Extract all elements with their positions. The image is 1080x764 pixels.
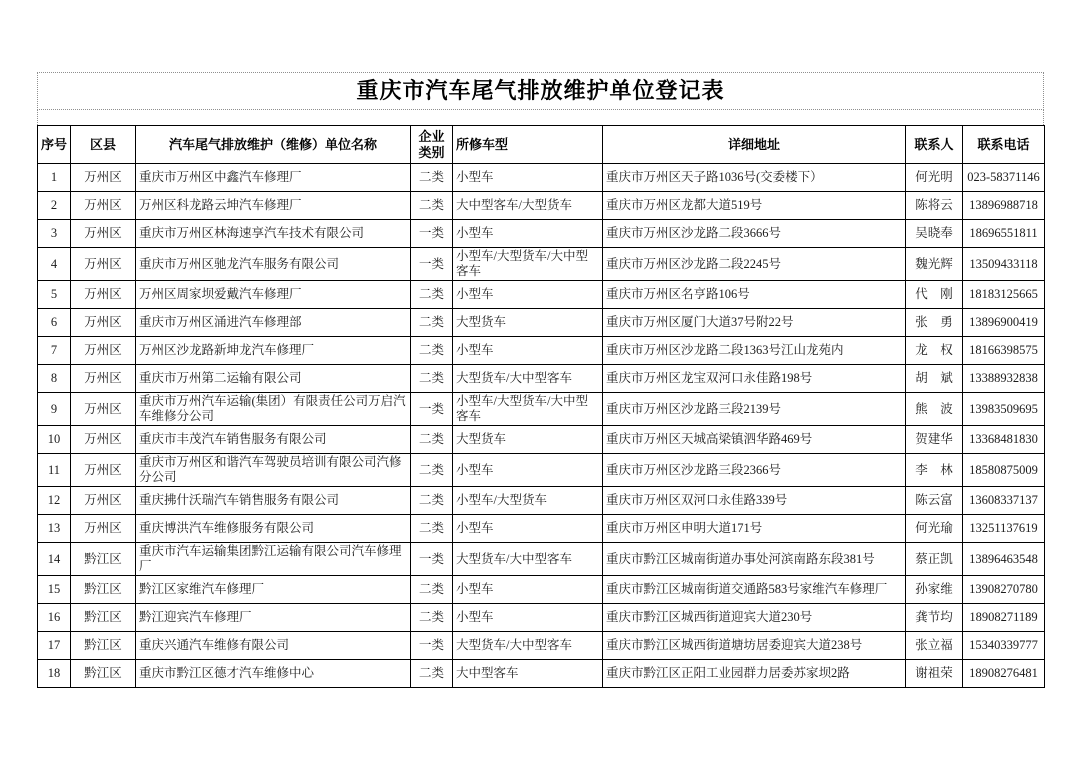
cell-phone: 13251137619 <box>963 515 1045 543</box>
title-cell <box>37 72 1044 110</box>
table-row <box>38 337 1045 365</box>
cell-contact: 李 林 <box>906 454 963 487</box>
cell-contact: 何光瑜 <box>906 515 963 543</box>
table-row <box>38 576 1045 604</box>
cell-category: 一类 <box>411 393 453 426</box>
cell-no: 8 <box>38 365 71 393</box>
cell-district: 万州区 <box>71 192 136 220</box>
cell-no: 13 <box>38 515 71 543</box>
cell-unit-name: 重庆市万州区驰龙汽车服务有限公司 <box>136 248 411 281</box>
cell-unit-name: 黔江区家维汽车修理厂 <box>136 576 411 604</box>
cell-vehicle-types: 大型货车/大中型客车 <box>453 543 603 576</box>
cell-category: 一类 <box>411 543 453 576</box>
cell-district: 万州区 <box>71 337 136 365</box>
header-address: 详细地址 <box>603 126 906 164</box>
cell-district: 万州区 <box>71 309 136 337</box>
cell-phone: 13896988718 <box>963 192 1045 220</box>
cell-address: 重庆市万州区沙龙路二段1363号江山龙苑内 <box>603 337 906 365</box>
cell-district: 万州区 <box>71 393 136 426</box>
cell-no: 12 <box>38 487 71 515</box>
cell-phone: 18580875009 <box>963 454 1045 487</box>
cell-district: 万州区 <box>71 365 136 393</box>
cell-address: 重庆市万州区沙龙路三段2139号 <box>603 393 906 426</box>
table-row <box>38 192 1045 220</box>
table-row <box>38 281 1045 309</box>
cell-unit-name: 万州区科龙路云坤汽车修理厂 <box>136 192 411 220</box>
cell-vehicle-types: 小型车 <box>453 604 603 632</box>
table-row <box>38 515 1045 543</box>
cell-district: 黔江区 <box>71 632 136 660</box>
cell-district: 万州区 <box>71 248 136 281</box>
cell-address: 重庆市万州区沙龙路二段3666号 <box>603 220 906 248</box>
cell-category: 二类 <box>411 604 453 632</box>
cell-phone: 18183125665 <box>963 281 1045 309</box>
cell-vehicle-types: 大中型客车/大型货车 <box>453 192 603 220</box>
cell-address: 重庆市万州区申明大道171号 <box>603 515 906 543</box>
cell-no: 18 <box>38 660 71 688</box>
table-row <box>38 393 1045 426</box>
cell-vehicle-types: 小型车/大型货车/大中型客车 <box>453 393 603 426</box>
cell-phone: 18908276481 <box>963 660 1045 688</box>
cell-vehicle-types: 小型车 <box>453 164 603 192</box>
cell-no: 5 <box>38 281 71 309</box>
cell-contact: 陈云富 <box>906 487 963 515</box>
cell-unit-name: 万州区周家坝爱戴汽车修理厂 <box>136 281 411 309</box>
cell-contact: 代 刚 <box>906 281 963 309</box>
cell-phone: 15340339777 <box>963 632 1045 660</box>
title-gap-gridlines <box>37 110 1044 125</box>
cell-vehicle-types: 大型货车/大中型客车 <box>453 632 603 660</box>
header-district: 区县 <box>71 126 136 164</box>
cell-phone: 13896900419 <box>963 309 1045 337</box>
cell-unit-name: 重庆市万州区和谐汽车驾驶员培训有限公司汽修分公司 <box>136 454 411 487</box>
cell-vehicle-types: 大型货车/大中型客车 <box>453 365 603 393</box>
cell-address: 重庆市黔江区城南街道交通路583号家维汽车修理厂 <box>603 576 906 604</box>
table-body <box>38 164 1045 688</box>
cell-vehicle-types: 小型车 <box>453 576 603 604</box>
cell-vehicle-types: 小型车 <box>453 515 603 543</box>
cell-district: 黔江区 <box>71 543 136 576</box>
cell-vehicle-types: 大型货车 <box>453 309 603 337</box>
cell-phone: 18696551811 <box>963 220 1045 248</box>
table-row <box>38 487 1045 515</box>
cell-contact: 陈将云 <box>906 192 963 220</box>
cell-vehicle-types: 小型车/大型货车/大中型客车 <box>453 248 603 281</box>
cell-category: 二类 <box>411 337 453 365</box>
cell-unit-name: 重庆市丰茂汽车销售服务有限公司 <box>136 426 411 454</box>
cell-contact: 何光明 <box>906 164 963 192</box>
cell-district: 万州区 <box>71 220 136 248</box>
header-phone: 联系电话 <box>963 126 1045 164</box>
cell-address: 重庆市万州区天子路1036号(交委楼下） <box>603 164 906 192</box>
table-row <box>38 426 1045 454</box>
cell-category: 二类 <box>411 426 453 454</box>
table-row <box>38 164 1045 192</box>
cell-address: 重庆市万州区天城高梁镇泗华路469号 <box>603 426 906 454</box>
cell-unit-name: 重庆市万州区林海速享汽车技术有限公司 <box>136 220 411 248</box>
cell-no: 1 <box>38 164 71 192</box>
cell-district: 黔江区 <box>71 576 136 604</box>
registration-table <box>37 125 1045 688</box>
cell-unit-name: 重庆市黔江区德才汽车维修中心 <box>136 660 411 688</box>
cell-address: 重庆市万州区厦门大道37号附22号 <box>603 309 906 337</box>
cell-phone: 13608337137 <box>963 487 1045 515</box>
cell-no: 6 <box>38 309 71 337</box>
cell-address: 重庆市万州区沙龙路三段2366号 <box>603 454 906 487</box>
header-category: 企业类别 <box>411 126 453 164</box>
cell-contact: 龙 权 <box>906 337 963 365</box>
cell-contact: 魏光辉 <box>906 248 963 281</box>
cell-no: 2 <box>38 192 71 220</box>
cell-district: 万州区 <box>71 164 136 192</box>
cell-address: 重庆市万州区名亨路106号 <box>603 281 906 309</box>
cell-contact: 谢祖荣 <box>906 660 963 688</box>
cell-phone: 13896463548 <box>963 543 1045 576</box>
cell-district: 万州区 <box>71 281 136 309</box>
cell-unit-name: 重庆市万州第二运输有限公司 <box>136 365 411 393</box>
cell-phone: 13368481830 <box>963 426 1045 454</box>
cell-vehicle-types: 小型车 <box>453 281 603 309</box>
cell-category: 一类 <box>411 632 453 660</box>
table-row <box>38 220 1045 248</box>
cell-contact: 吴晓奉 <box>906 220 963 248</box>
cell-contact: 张立福 <box>906 632 963 660</box>
cell-address: 重庆市黔江区城南街道办事处河滨南路东段381号 <box>603 543 906 576</box>
cell-unit-name: 万州区沙龙路新坤龙汽车修理厂 <box>136 337 411 365</box>
table-row <box>38 365 1045 393</box>
cell-unit-name: 重庆拂什沃瑞汽车销售服务有限公司 <box>136 487 411 515</box>
cell-phone: 023-58371146 <box>963 164 1045 192</box>
cell-address: 重庆市万州区龙宝双河口永佳路198号 <box>603 365 906 393</box>
cell-district: 黔江区 <box>71 660 136 688</box>
cell-category: 二类 <box>411 515 453 543</box>
cell-no: 11 <box>38 454 71 487</box>
table-row <box>38 660 1045 688</box>
cell-contact: 贺建华 <box>906 426 963 454</box>
cell-no: 17 <box>38 632 71 660</box>
cell-unit-name: 黔江迎宾汽车修理厂 <box>136 604 411 632</box>
cell-address: 重庆市黔江区城西街道塘坊居委迎宾大道238号 <box>603 632 906 660</box>
cell-category: 一类 <box>411 248 453 281</box>
cell-phone: 13983509695 <box>963 393 1045 426</box>
cell-no: 9 <box>38 393 71 426</box>
cell-contact: 张 勇 <box>906 309 963 337</box>
cell-contact: 蔡正凯 <box>906 543 963 576</box>
cell-contact: 胡 斌 <box>906 365 963 393</box>
cell-address: 重庆市万州区沙龙路二段2245号 <box>603 248 906 281</box>
cell-no: 4 <box>38 248 71 281</box>
cell-district: 万州区 <box>71 426 136 454</box>
cell-phone: 13908270780 <box>963 576 1045 604</box>
cell-unit-name: 重庆兴通汽车维修有限公司 <box>136 632 411 660</box>
cell-unit-name: 重庆市汽车运输集团黔江运输有限公司汽车修理厂 <box>136 543 411 576</box>
cell-district: 万州区 <box>71 515 136 543</box>
cell-address: 重庆市黔江区城西街道迎宾大道230号 <box>603 604 906 632</box>
cell-vehicle-types: 大型货车 <box>453 426 603 454</box>
cell-district: 万州区 <box>71 487 136 515</box>
cell-category: 二类 <box>411 576 453 604</box>
cell-district: 黔江区 <box>71 604 136 632</box>
cell-category: 二类 <box>411 660 453 688</box>
cell-category: 二类 <box>411 164 453 192</box>
cell-category: 一类 <box>411 220 453 248</box>
cell-no: 3 <box>38 220 71 248</box>
cell-district: 万州区 <box>71 454 136 487</box>
cell-phone: 18908271189 <box>963 604 1045 632</box>
cell-category: 二类 <box>411 454 453 487</box>
cell-no: 10 <box>38 426 71 454</box>
page-title: 重庆市汽车尾气排放维护单位登记表 <box>356 78 725 103</box>
cell-address: 重庆市万州区双河口永佳路339号 <box>603 487 906 515</box>
cell-no: 7 <box>38 337 71 365</box>
cell-contact: 孙家维 <box>906 576 963 604</box>
cell-contact: 熊 波 <box>906 393 963 426</box>
header-contact: 联系人 <box>906 126 963 164</box>
table-row <box>38 632 1045 660</box>
cell-vehicle-types: 小型车 <box>453 220 603 248</box>
cell-vehicle-types: 小型车 <box>453 337 603 365</box>
table-row <box>38 248 1045 281</box>
cell-unit-name: 重庆市万州区中鑫汽车修理厂 <box>136 164 411 192</box>
cell-no: 14 <box>38 543 71 576</box>
header-vehicle-types: 所修车型 <box>453 126 603 164</box>
cell-category: 二类 <box>411 309 453 337</box>
cell-address: 重庆市黔江区正阳工业园群力居委苏家坝2路 <box>603 660 906 688</box>
cell-unit-name: 重庆博洪汽车维修服务有限公司 <box>136 515 411 543</box>
cell-contact: 龚节均 <box>906 604 963 632</box>
header-row <box>38 126 1045 164</box>
header-unit-name: 汽车尾气排放维护（维修）单位名称 <box>136 126 411 164</box>
table-row <box>38 543 1045 576</box>
table-row <box>38 604 1045 632</box>
cell-phone: 18166398575 <box>963 337 1045 365</box>
cell-category: 二类 <box>411 487 453 515</box>
cell-category: 二类 <box>411 281 453 309</box>
header-no: 序号 <box>38 126 71 164</box>
cell-no: 16 <box>38 604 71 632</box>
cell-phone: 13388932838 <box>963 365 1045 393</box>
table-row <box>38 454 1045 487</box>
cell-vehicle-types: 小型车 <box>453 454 603 487</box>
cell-category: 二类 <box>411 365 453 393</box>
cell-no: 15 <box>38 576 71 604</box>
cell-unit-name: 重庆市万州区涌进汽车修理部 <box>136 309 411 337</box>
cell-phone: 13509433118 <box>963 248 1045 281</box>
cell-category: 二类 <box>411 192 453 220</box>
table-row <box>38 309 1045 337</box>
cell-vehicle-types: 小型车/大型货车 <box>453 487 603 515</box>
cell-address: 重庆市万州区龙都大道519号 <box>603 192 906 220</box>
cell-vehicle-types: 大中型客车 <box>453 660 603 688</box>
cell-unit-name: 重庆市万州汽车运输(集团）有限责任公司万启汽车维修分公司 <box>136 393 411 426</box>
